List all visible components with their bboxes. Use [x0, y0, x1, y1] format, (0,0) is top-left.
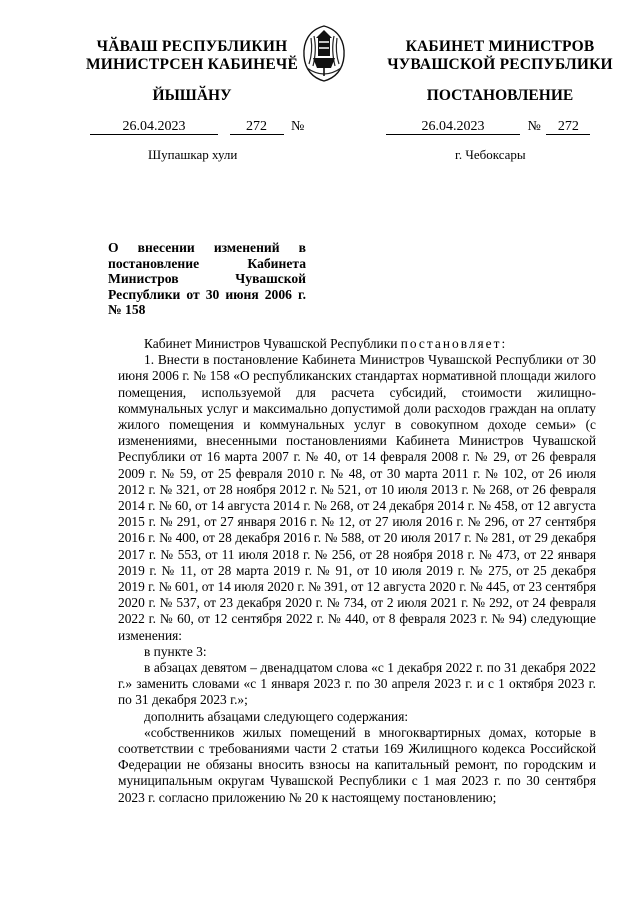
intro-prefix: Кабинет Министров Чувашской Республики [144, 336, 398, 351]
left-org-line2: МИНИСТРСЕН КАБИНЕЧӖ [85, 56, 299, 73]
left-date-line [90, 119, 304, 135]
right-city: г. Чебоксары [455, 147, 526, 162]
left-number-sign: № [291, 119, 305, 134]
right-org-line2: ЧУВАШСКОЙ РЕСПУБЛИКИ [387, 56, 613, 73]
left-date: 26.04.2023 [90, 119, 218, 135]
chuvash-coat-of-arms-icon [299, 24, 349, 82]
document-body [118, 336, 596, 806]
intro-paragraph [118, 336, 596, 352]
right-doc-type: ПОСТАНОВЛЕНИЕ [426, 87, 574, 104]
body-paragraph: «собственников жилых помещений в многоквартирных домах, которые в соответствии с требованиями части 2 статьи 169 Жилищного кодекса Российской Федерации не обязаны вносить взносы на капитальный ремонт, по городским и муниципальным округам Чувашской Республики с 1 мая 2023 г. по 30 сентября 2023 г. согласно приложению № 20 к настоящему постановлению; [118, 724, 596, 805]
left-city: Шупашкар хули [148, 147, 238, 162]
right-date-line [386, 119, 590, 135]
right-number-sign: № [527, 119, 541, 134]
intro-verb: постановляет: [400, 336, 508, 351]
body-paragraph: дополнить абзацами следующего содержания: [144, 708, 409, 724]
right-org-line1: КАБИНЕТ МИНИСТРОВ [405, 38, 595, 55]
right-org-name [382, 38, 618, 74]
left-number: 272 [230, 119, 284, 135]
left-org-line1: ЧӐВАШ РЕСПУБЛИКИН [96, 38, 288, 55]
right-date: 26.04.2023 [386, 119, 520, 135]
left-doc-type: ЙЫШӐНУ [152, 87, 232, 104]
document-title: О внесении изменений в постановление Кабинета Министров Чувашской Республики от 30 июня 2006 г. № 158 [108, 240, 306, 317]
right-number: 272 [546, 119, 590, 135]
body-paragraph: 1. Внести в постановление Кабинета Министров Чувашской Республики от 30 июня 2006 г. № 158 «О республиканских стандартах нормативной площади жилого помещения, используемой для расчета субсидий, стоимости жилищно-коммунальных услуг и максимально допустимой доли расходов граждан на оплату жилого помещения и коммунальных услуг в совокупном доходе семьи» (с изменениями, внесенными постановлениями Кабинета Министров Чувашской Республики от 16 марта 2007 г. № 40, от 14 февраля 2008 г. № 29, от 26 февраля 2009 г. № 59, от 25 февраля 2010 г. № 48, от 30 марта 2011 г. № 102, от 26 июля 2012 г. № 321, от 28 ноября 2012 г. № 521, от 10 июля 2013 г. № 268, от 26 февраля 2014 г. № 60, от 14 августа 2014 г. № 268, от 24 декабря 2014 г. № 458, от 12 августа 2015 г. № 291, от 27 января 2016 г. № 12, от 27 июля 2016 г. № 296, от 27 сентября 2016 г. № 400, от 28 декабря 2016 г. № 588, от 20 июля 2017 г. № 281, от 29 декабря 2017 г. № 553, от 11 июля 2018 г. № 256, от 28 ноября 2018 г. № 473, от 22 января 2019 г. № 11, от 28 марта 2019 г. № 91, от 10 июля 2019 г. № 275, от 25 декабря 2019 г. № 601, от 14 июля 2020 г. № 391, от 12 августа 2020 г. № 445, от 23 сентября 2020 г. № 537, от 23 декабря 2020 г. № 734, от 2 июля 2021 г. № 292, от 24 февраля 2022 г. № 60, от 12 сентября 2022 г. № 440, от 8 февраля 2023 г. № 94) следующие изменения: [118, 352, 596, 643]
body-paragraph: в абзацах девятом – двенадцатом слова «с 1 декабря 2022 г. по 31 декабря 2022 г.» заменить словами «с 1 января 2023 г. по 30 апреля 2023 г. и с 1 октября 2023 г. по 31 декабря 2023 г.»; [118, 660, 596, 708]
body-paragraph: в пункте 3: [144, 643, 207, 659]
left-org-name [76, 38, 308, 74]
